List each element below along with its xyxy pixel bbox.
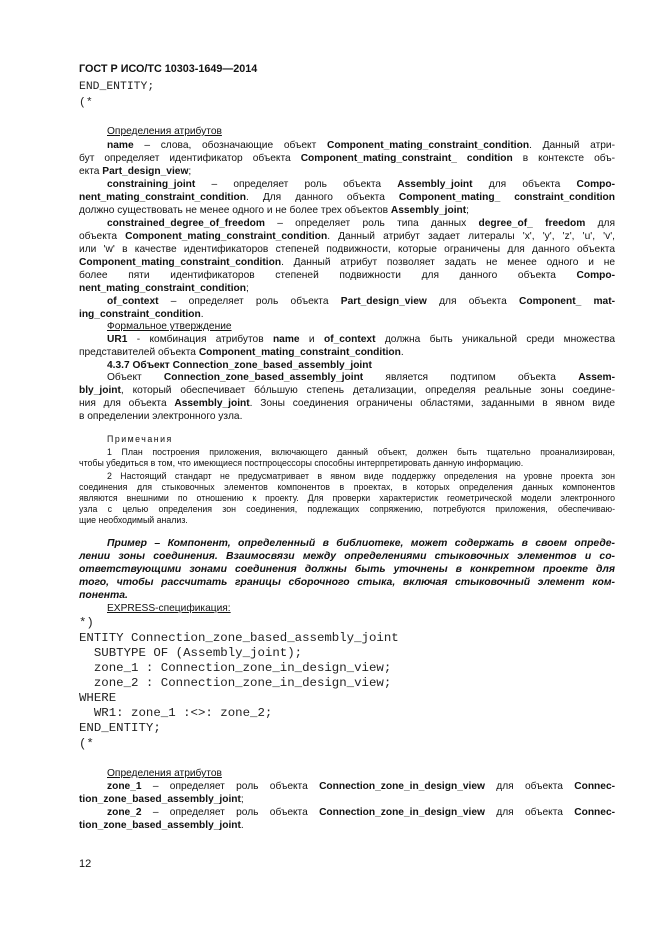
- code-line: SUBTYPE OF (Assembly_joint);: [79, 646, 303, 660]
- attr-definitions-heading: Определения атрибутов: [107, 126, 222, 137]
- ur1-line-2: представителей объекта Component_mating_constraint_condition.: [79, 347, 404, 358]
- zone2-def-line-1: zone_2 – определяет роль объекта Connection_zone_in_design_view для объекта Connec-: [107, 807, 615, 818]
- dof-line-2: объекта Component_mating_constraint_condition. Данный атрибут задает литералы 'x', 'y', 'z', 'u', 'v',: [79, 231, 615, 242]
- constraining-joint-line-3: должно существовать не менее одного и не более трех объектов Assembly_joint;: [79, 205, 470, 216]
- code-line: zone_2 : Connection_zone_in_design_view;: [79, 676, 392, 690]
- note-line: являются внешними по отношению к проекту. Для проверки характеристик геометрической модели электронного: [79, 493, 615, 503]
- dof-line-3: или 'w' в качестве идентификаторов степеней подвижности, которые ограничены для данного объекта: [79, 244, 615, 255]
- formal-statement-heading: Формальное утверждение: [107, 321, 232, 332]
- code-line: (*: [79, 737, 94, 751]
- code-line: END_ENTITY;: [79, 721, 161, 735]
- zone2-def-line-2: tion_zone_based_assembly_joint.: [79, 820, 244, 831]
- example-line: понента.: [79, 590, 128, 601]
- section-body-line-2: bly_joint, который обеспечивает бóльшую степень детализации, определяя реальные зоны соедине-: [79, 385, 615, 396]
- of-context-line-1: of_context – определяет роль объекта Part_design_view для объекта Component_ mat-: [107, 296, 616, 307]
- example-line: Пример – Компонент, определенный в библиотеке, может содержать в своем опреде-: [107, 538, 615, 549]
- page-number: 12: [79, 858, 92, 870]
- name-def-line-2: бут определяет идентификатор объекта Component_mating_constraint_ condition в контексте объ-: [79, 153, 615, 164]
- code-end-entity: END_ENTITY;: [79, 81, 155, 93]
- section-body-line-3: ния для объекта Assembly_joint. Зоны соединения ограничены областями, заданными в явном виде: [79, 398, 615, 409]
- note-line: 2 Настоящий стандарт не предусматривает в явном виде поддержку определения на уровне проекта зон: [107, 471, 615, 481]
- constraining-joint-line-2: nent_mating_constraint_condition. Для данного объекта Component_mating_ constraint_condition: [79, 192, 615, 203]
- section-body-line-1: Объект Connection_zone_based_assembly_joint является подтипом объекта Assem-: [107, 372, 615, 383]
- name-def-line-1: name – слова, обозначающие объект Component_mating_constraint_condition. Данный атри-: [107, 140, 615, 151]
- dof-line-1: constrained_degree_of_freedom – определяет роль типа данных degree_of_ freedom для: [107, 218, 615, 229]
- of-context-line-2: ing_constraint_condition.: [79, 309, 204, 320]
- zone1-def-line-1: zone_1 – определяет роль объекта Connection_zone_in_design_view для объекта Connec-: [107, 781, 615, 792]
- example-line: лении зоны соединения. Взаимосвязи между определениями стыковочных элементов и со-: [79, 551, 615, 562]
- notes-heading: Примечания: [107, 434, 173, 444]
- dof-line-4: Component_mating_constraint_condition. Данный атрибут позволяет задать не менее одного и не: [79, 257, 615, 268]
- note-line: чтобы убедиться в том, что имеющиеся постпроцессоры способны интерпретировать данную информацию.: [79, 458, 524, 468]
- example-line: ответствующими зонами соединения должны быть уточнены в конкретном проекте для: [79, 564, 615, 575]
- section-title: 4.3.7 Объект Connection_zone_based_assembly_joint: [107, 360, 372, 371]
- code-line: zone_1 : Connection_zone_in_design_view;: [79, 661, 392, 675]
- note-line: щие необходимый анализ.: [79, 515, 188, 525]
- dof-line-5: более пяти идентификаторов степеней подвижности для данного объекта Compo-: [79, 270, 616, 281]
- section-body-line-4: в определении электронного узла.: [79, 411, 243, 422]
- constraining-joint-line-1: constraining_joint – определяет роль объекта Assembly_joint для объекта Compo-: [107, 179, 615, 190]
- code-line: *): [79, 616, 94, 630]
- name-def-line-3: екта Part_design_view;: [79, 166, 192, 177]
- zone1-def-line-2: tion_zone_based_assembly_joint;: [79, 794, 244, 805]
- code-line: WR1: zone_1 :<>: zone_2;: [79, 706, 273, 720]
- document-header: ГОСТ Р ИСО/ТС 10303-1649—2014: [79, 63, 258, 75]
- note-line: соединения для стыковочных элементов компонентов в проектах, в которых определения данных компонентов: [79, 482, 615, 492]
- note-line: 1 План построения приложения, включающего данный объект, должен быть тщательно проанализирован,: [107, 447, 615, 457]
- express-spec-label: EXPRESS-спецификация:: [107, 603, 231, 614]
- note-line: узла с целью определения зон соединения, подлежащих сопряжению, потребуются приложения, обеспечиваю-: [79, 504, 615, 514]
- code-line: ENTITY Connection_zone_based_assembly_joint: [79, 631, 399, 645]
- example-line: того, чтобы рассчитать границы сборочного стыка, включая стыковочный элемент ком-: [79, 577, 615, 588]
- code-comment-open: (*: [79, 97, 93, 109]
- dof-line-6: nent_mating_constraint_condition;: [79, 283, 249, 294]
- code-line: WHERE: [79, 691, 117, 705]
- attr-definitions-heading-2: Определения атрибутов: [107, 768, 222, 779]
- ur1-line-1: UR1 - комбинация атрибутов name и of_context должна быть уникальной среди множества: [107, 334, 615, 345]
